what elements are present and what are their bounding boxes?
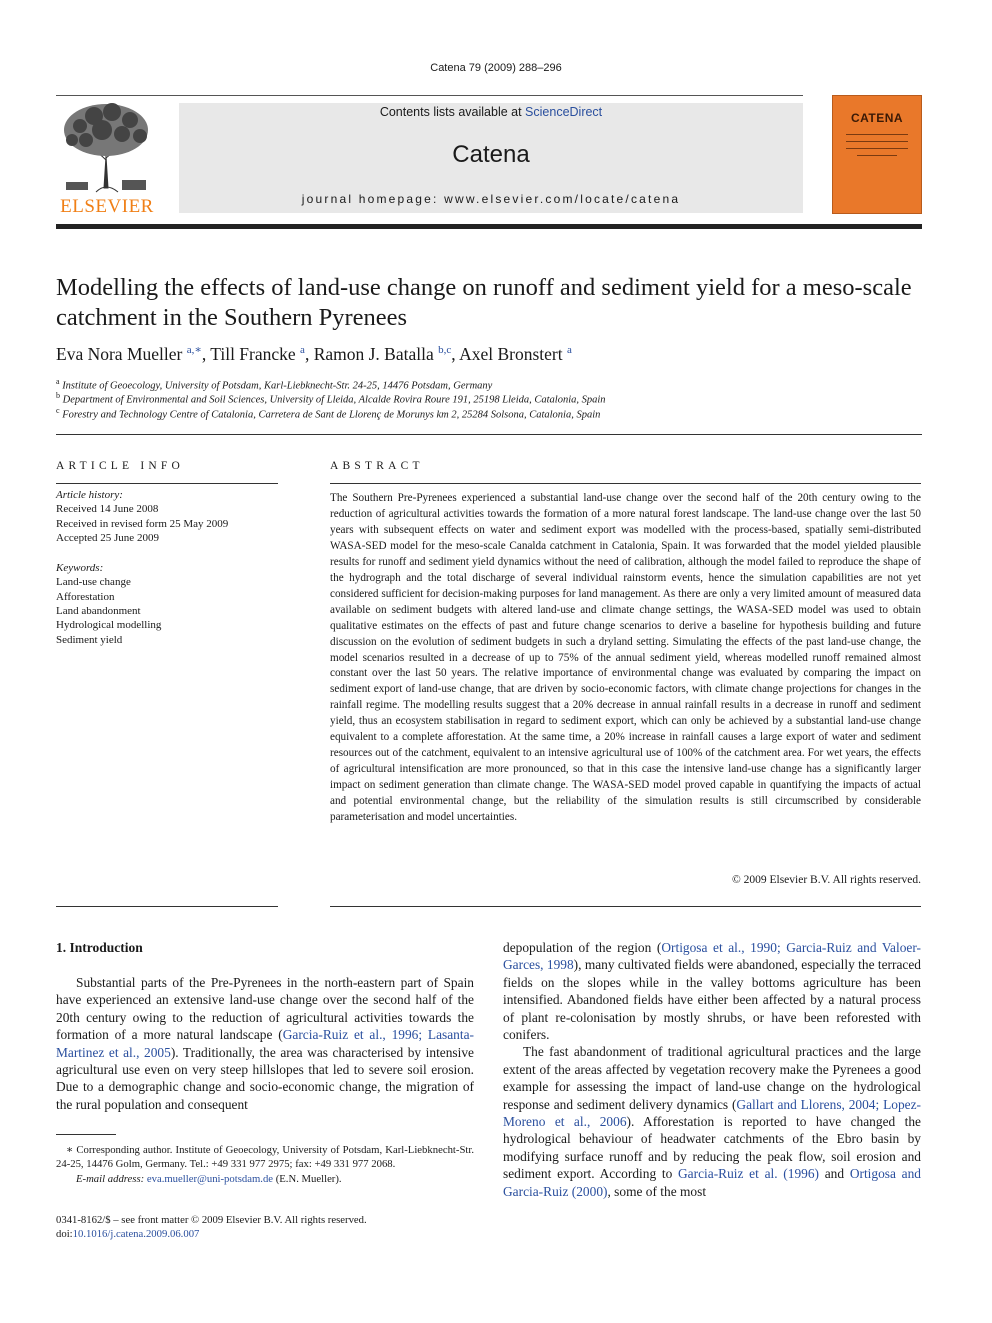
keyword: Hydrological modelling — [56, 619, 162, 632]
citation-link[interactable]: Gallart and Llorens, 2004; Lopez-Moreno et al., 2006 — [503, 1096, 921, 1130]
keywords-label: Keywords: — [56, 562, 104, 575]
header-top-rule — [56, 95, 803, 96]
cover-text-line — [846, 141, 908, 142]
author-affiliation-marker[interactable]: a — [566, 344, 572, 356]
section-heading-introduction: 1. Introduction — [56, 940, 143, 955]
history-received: Received 14 June 2008 — [56, 503, 159, 516]
journal-homepage[interactable]: journal homepage: www.elsevier.com/locate/catena — [301, 192, 681, 206]
sciencedirect-link[interactable]: ScienceDirect — [525, 105, 603, 119]
author-name: Till Francke — [210, 343, 296, 364]
author-name: Axel Bronstert — [459, 343, 563, 364]
abstract-copyright: © 2009 Elsevier B.V. All rights reserved. — [732, 874, 921, 886]
keyword: Land-use change — [56, 576, 131, 589]
author-name: Eva Nora Mueller — [56, 343, 183, 364]
abstract-text: The Southern Pre-Pyrenees experienced a substantial land-use change over the second half of the 20th century owing to the reduction of agricultural activities towards the formation of a more natural forest landscape. The land-use change over the last 50 years with subsequent effects on water and sediment export was modelled with the process-based, spatially semi-distributed WASA-SED model for the meso-scale Canalda catchment in Catalonia, Spain. It was forwarded that the model yielded plausible results for runoff and sediment yield dynamics without the need of calibration, although the model failed to reproduce the shape of the hydrograph and the total discharge of several individual rainstorm events, hence the simulation capabilities are not yet considered sufficient for decision-making purposes for land management. As there are only a very limited amount of measured data available on sediment budgets with altered land-use and climate change settings, the WASA-SED model was used to obtain qualitative estimates on the effects of past and future change scenarios to derive a baseline for hypothesis building and future discussion on the evolution of sediment budgets in such a dryland setting. Simulating the effects of the past land-use change, the model scenarios resulted in a decrease of up to 75% of the annual sediment yield, whereas modelled runoff remained almost constant over the last 50 years. The relative importance of environmental change was evaluated by comparing the impact on sediment export of land-use change, that are driven by socio-economic factors, with climate change projections for changes in the rainfall regime. The modelling results suggest that a 20% decrease in annual rainfall results in a decrease in runoff and sediment yield, thus an ecosystem stabilisation in regard to sediment export, which can only be achieved by a substantial land-use change equivalent to a complete afforestation. At the same time, a 20% increase in rainfall causes a large export of water and sediment resources out of the catchment, equivalent to an intensive agricultural use of 100% of the catchment area. For wet years, the effects of agricultural intensification are more pronounced, so that in this case the intensive land-use change has a significantly larger impact on sediment generation than climate change. The WASA-SED model proved capable in quantifying the impacts of actual and potential environmental change, but the reliability of the simulation results is still circumscribed by considerable parameterisation and model uncertainties. — [330, 492, 921, 824]
article-info-heading: ARTICLE INFO — [56, 460, 184, 472]
journal-reference: Catena 79 (2009) 288–296 — [430, 62, 562, 74]
author-list: Eva Nora Mueller $^{a,∗}$, Till Francke $^a$, Ramon J. Batalla $^{b,c}$, Axel Bronstert $^a$ — [56, 343, 572, 364]
cover-text-line — [846, 134, 908, 135]
email-label: E-mail address: — [76, 1172, 147, 1185]
article-title: Modelling the effects of land-use change on runoff and sediment yield for a meso-scale catchment in the Southern Pyrenees — [56, 274, 912, 331]
citation-link[interactable]: Ortigosa et al., 1990; Garcia-Ruiz and Valoer-Garces, 1998 — [503, 940, 921, 973]
article-info-rule — [56, 483, 278, 484]
keyword: Sediment yield — [56, 633, 123, 646]
history-label: Article history: — [56, 489, 123, 501]
history-accepted: Accepted 25 June 2009 — [56, 531, 159, 544]
affiliation-c: $^c$ Forestry and Technology Centre of Catalonia, Carretera de Sant de Llorenç de Morunys km 2, 25284 Solsona, Catalonia, Spain — [56, 406, 601, 421]
journal-name: Catena — [452, 141, 530, 168]
author-affiliation-marker[interactable]: a — [300, 344, 305, 356]
author-affiliation-marker[interactable]: b,c — [438, 344, 452, 356]
affiliation-b: $^b$ Department of Environmental and Soil Sciences, University of Lleida, Alcalde Rovira Roure 191, 25198 Lleida, Catalonia, Spain — [56, 391, 606, 406]
citation-link[interactable]: Garcia-Ruiz et al. (1996) — [678, 1166, 820, 1182]
keyword: Afforestation — [56, 590, 115, 603]
citation-link[interactable]: Garcia-Ruiz et al., 1996; Lasanta-Martinez et al., 2005 — [56, 1027, 474, 1060]
intro-column-2 — [503, 939, 921, 1200]
cover-title: CATENA — [850, 111, 904, 125]
issn-line: 0341-8162/$ – see front matter © 2009 Elsevier B.V. All rights reserved. — [56, 1214, 367, 1226]
contents-line — [179, 105, 803, 119]
issn-doi-block: 0341-8162/$ – see front matter © 2009 Elsevier B.V. All rights reserved. doi:10.1016/j.catena.2009.06.007 — [56, 1213, 474, 1242]
history-revised: Received in revised form 25 May 2009 — [56, 517, 229, 530]
affiliation-a: $^a$ Institute of Geoecology, University of Potsdam, Karl-Liebknecht-Str. 24-25, 14476 Potsdam, Germany — [56, 377, 493, 392]
abstract-heading: ABSTRACT — [330, 460, 424, 472]
citation-link[interactable]: Ortigosa and Garcia-Ruiz (2000) — [503, 1166, 921, 1199]
author-affiliation-marker[interactable]: a,∗ — [186, 344, 202, 356]
doi-link[interactable]: 10.1016/j.catena.2009.06.007 — [72, 1228, 200, 1241]
abstract-rule — [330, 483, 921, 484]
publisher-name: ELSEVIER — [60, 196, 154, 217]
author-name: Ramon J. Batalla — [313, 343, 434, 364]
abstract-bottom-rule — [330, 906, 921, 907]
corresponding-author-text: ∗ Corresponding author. Institute of Geoecology, University of Potsdam, Karl-Liebknecht-Str. 24-25, 14476 Golm, Germany. Tel.: +49 331 977 2975; fax: +49 331 977 2068. — [56, 1144, 474, 1171]
intro-column-1: Substantial parts of the Pre-Pyrenees in the north-eastern part of Spain have experienced an extensive land-use change over the second half of the 20th century owing to the reduction of agricultural activities towards the formation of a more natural landscape (Garcia-Ruiz et al., 1996; Lasanta-Martinez et al., 2005). Traditionally, the area was characterised by intensive agricultural use even on very steep hillslopes that led to severe soil erosion. Due to a demographic change and socio-economic change, the migration of the rural population and consequent — [56, 975, 474, 1112]
affiliation-rule — [56, 434, 922, 435]
keyword: Land abandonment — [56, 605, 141, 618]
header-thick-rule — [56, 224, 922, 229]
info-bottom-rule — [56, 906, 278, 907]
footnote-rule — [56, 1134, 116, 1135]
article-info — [56, 488, 278, 647]
contents-prefix: Contents lists available at — [379, 105, 526, 119]
corresponding-author-footnote: ∗ Corresponding author. Institute of Geoecology, University of Potsdam, Karl-Liebknecht-Str. 24-25, 14476 Golm, Germany. Tel.: +49 331 977 2975; fax: +49 331 977 2068. E-mail address: eva.mueller@uni-potsdam.de (E.N. Mueller). — [56, 1144, 474, 1185]
cover-text-line — [857, 155, 897, 156]
paragraph: depopulation of the region (Ortigosa et al., 1990; Garcia-Ruiz and Valoer-Garces, 1998), many cultivated fields were abandoned, especially the terraced fields on the slopes while in the valley bottoms agriculture has been intensified. Abandoned fields have either been affected by a natural process of plant re-colonisation by mostly shrubs, or have been reforested with conifers. — [503, 940, 921, 1043]
cover-text-line — [846, 148, 908, 149]
email-link[interactable]: eva.mueller@uni-potsdam.de — [146, 1172, 274, 1185]
paragraph: The fast abandonment of traditional agricultural practices and the large extent of the areas affected by vegetation recovery make the Pyrenees a good example for assessing the impact of land-use change on the hydrological response and sediment delivery dynamics (Gallart and Llorens, 2004; Lopez-Moreno et al., 2006). Afforestation is reported to have changed the hydrological behaviour of headwater catchments of the Ebro basin by modifying surface runoff and by reducing the peak flow, soil erosion and sediment export. According to Garcia-Ruiz et al. (1996) and Ortigosa and Garcia-Ruiz (2000), some of the most — [503, 1044, 921, 1199]
